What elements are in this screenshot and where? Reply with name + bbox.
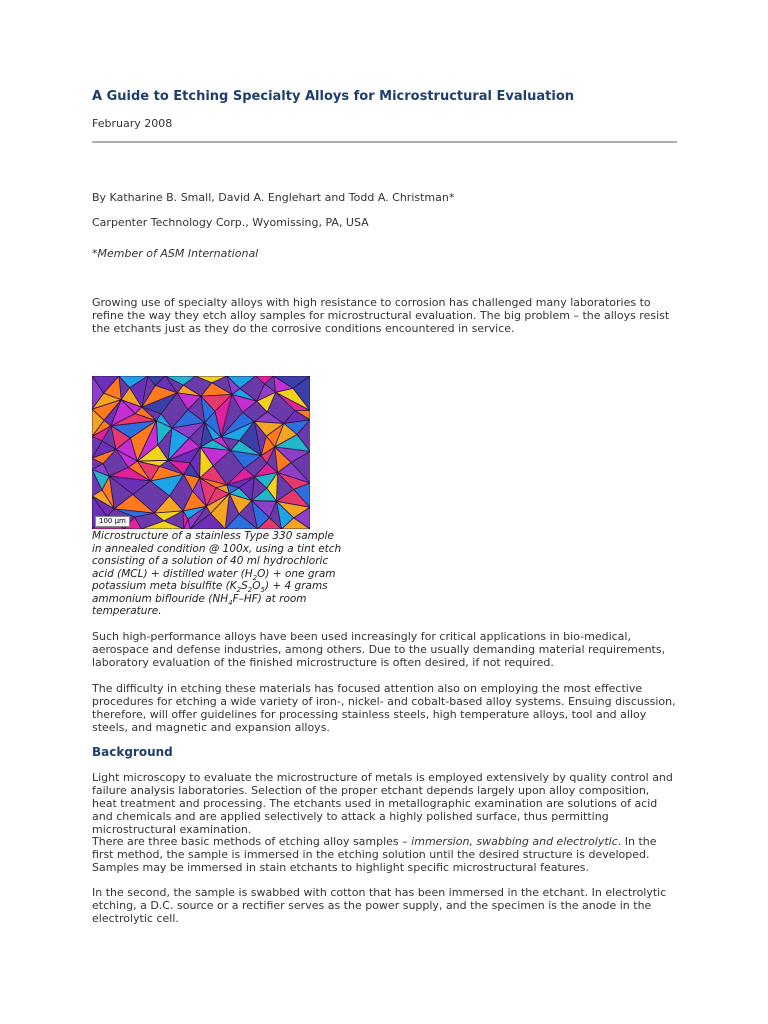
body-paragraph-1: Such high-performance alloys have been used increasingly for critical applications in bio-medical, aerospace and defense industries, among others. Due to the usually demanding material requirements, laboratory evaluation of the finished microstructure is often desired, if not required. [92, 630, 666, 669]
grain-17 [256, 376, 274, 384]
body-paragraph-3: Light microscopy to evaluate the microstructure of metals is employed extensively by quality control and failure analysis laboratories. Selection of the proper etchant depends largely upon alloy composition, heat treatment and processing. The etchants used in metallographic examination are solutions of acid and chemicals and are applied selectively to attack a highly polished surface, thus permitting microstructural examination. [92, 771, 673, 836]
article-date: February 2008 [92, 117, 173, 130]
caption-sub-2: 2 [236, 586, 242, 595]
grain-12 [195, 376, 227, 383]
caption-text-2: O) + one gram potassium meta bisulfite (K [92, 567, 336, 592]
article-title: A Guide to Etching Specialty Alloys for Microstructural Evaluation [92, 89, 575, 104]
grain-132 [225, 514, 257, 529]
p4-text-b: . In the first method, the sample is immersed in the etching solution until the desired structure is developed. Samples may be immersed in stain etchants to highlight specific microstructural features. [92, 835, 657, 874]
caption-sub-4: 5 [260, 586, 265, 595]
caption-text-5: ) + 4 grams ammonium biflouride (NH [92, 580, 328, 605]
caption-sub-3: 2 [247, 586, 253, 595]
body-paragraph-5: In the second, the sample is swabbed with cotton that has been immersed in the etchant. In electrolytic etching, a D.C. source or a rectifier serves as the power supply, and the specimen is the anode in the electrolytic cell. [92, 886, 667, 925]
member-note: *Member of ASM International [92, 247, 259, 260]
title-divider [92, 141, 677, 143]
grain-33 [177, 393, 201, 410]
p4-text-a: There are three basic methods of etching alloy samples – [92, 835, 412, 848]
caption-sub-5: 4 [228, 598, 233, 607]
caption-text-3: S [241, 580, 248, 592]
grain-99 [154, 496, 183, 513]
figure-caption [92, 530, 342, 618]
body-paragraph-2: The difficulty in etching these materials has focused attention also on employing the most effective procedures for etching a wide variety of iron-, nickel- and cobalt-based alloy systems. Ensuing discussion, therefore, will offer guidelines for processing stainless steels, high temperature alloys, tool and alloy steels, and magnetic and expansion alloys. [92, 682, 676, 734]
grain-13 [201, 383, 232, 396]
etching-methods-emphasis: immersion, swabbing and electrolytic [411, 835, 618, 848]
caption-text-6: F–HF) at room temperature. [92, 592, 307, 617]
caption-text-1: Microstructure of a stainless Type 330 sample in annealed condition @ 100x, using a tint etch consisting of a solution of 40 ml hydrochloric acid (MCL) + distilled water (H [92, 530, 342, 580]
section-heading-background: Background [92, 745, 173, 759]
body-paragraph-4 [92, 835, 677, 874]
grain-mosaic [92, 376, 310, 529]
grain-122 [154, 511, 183, 521]
scale-bar-label: 100 µm [95, 516, 130, 527]
caption-text-4: O [252, 580, 261, 592]
microstructure-image [92, 376, 310, 529]
caption-sub-1: 2 [252, 573, 258, 582]
authors-line: By Katharine B. Small, David A. Englehart and Todd A. Christman* [92, 191, 455, 204]
grain-123 [141, 521, 183, 529]
affiliation-line: Carpenter Technology Corp., Wyomissing, PA, USA [92, 216, 369, 229]
intro-paragraph: Growing use of specialty alloys with high resistance to corrosion has challenged many laboratories to refine the way they etch alloy samples for microstructural evaluation. The big problem – the alloys resist the etchants just as they do the corrosive conditions encountered in service. [92, 296, 670, 335]
